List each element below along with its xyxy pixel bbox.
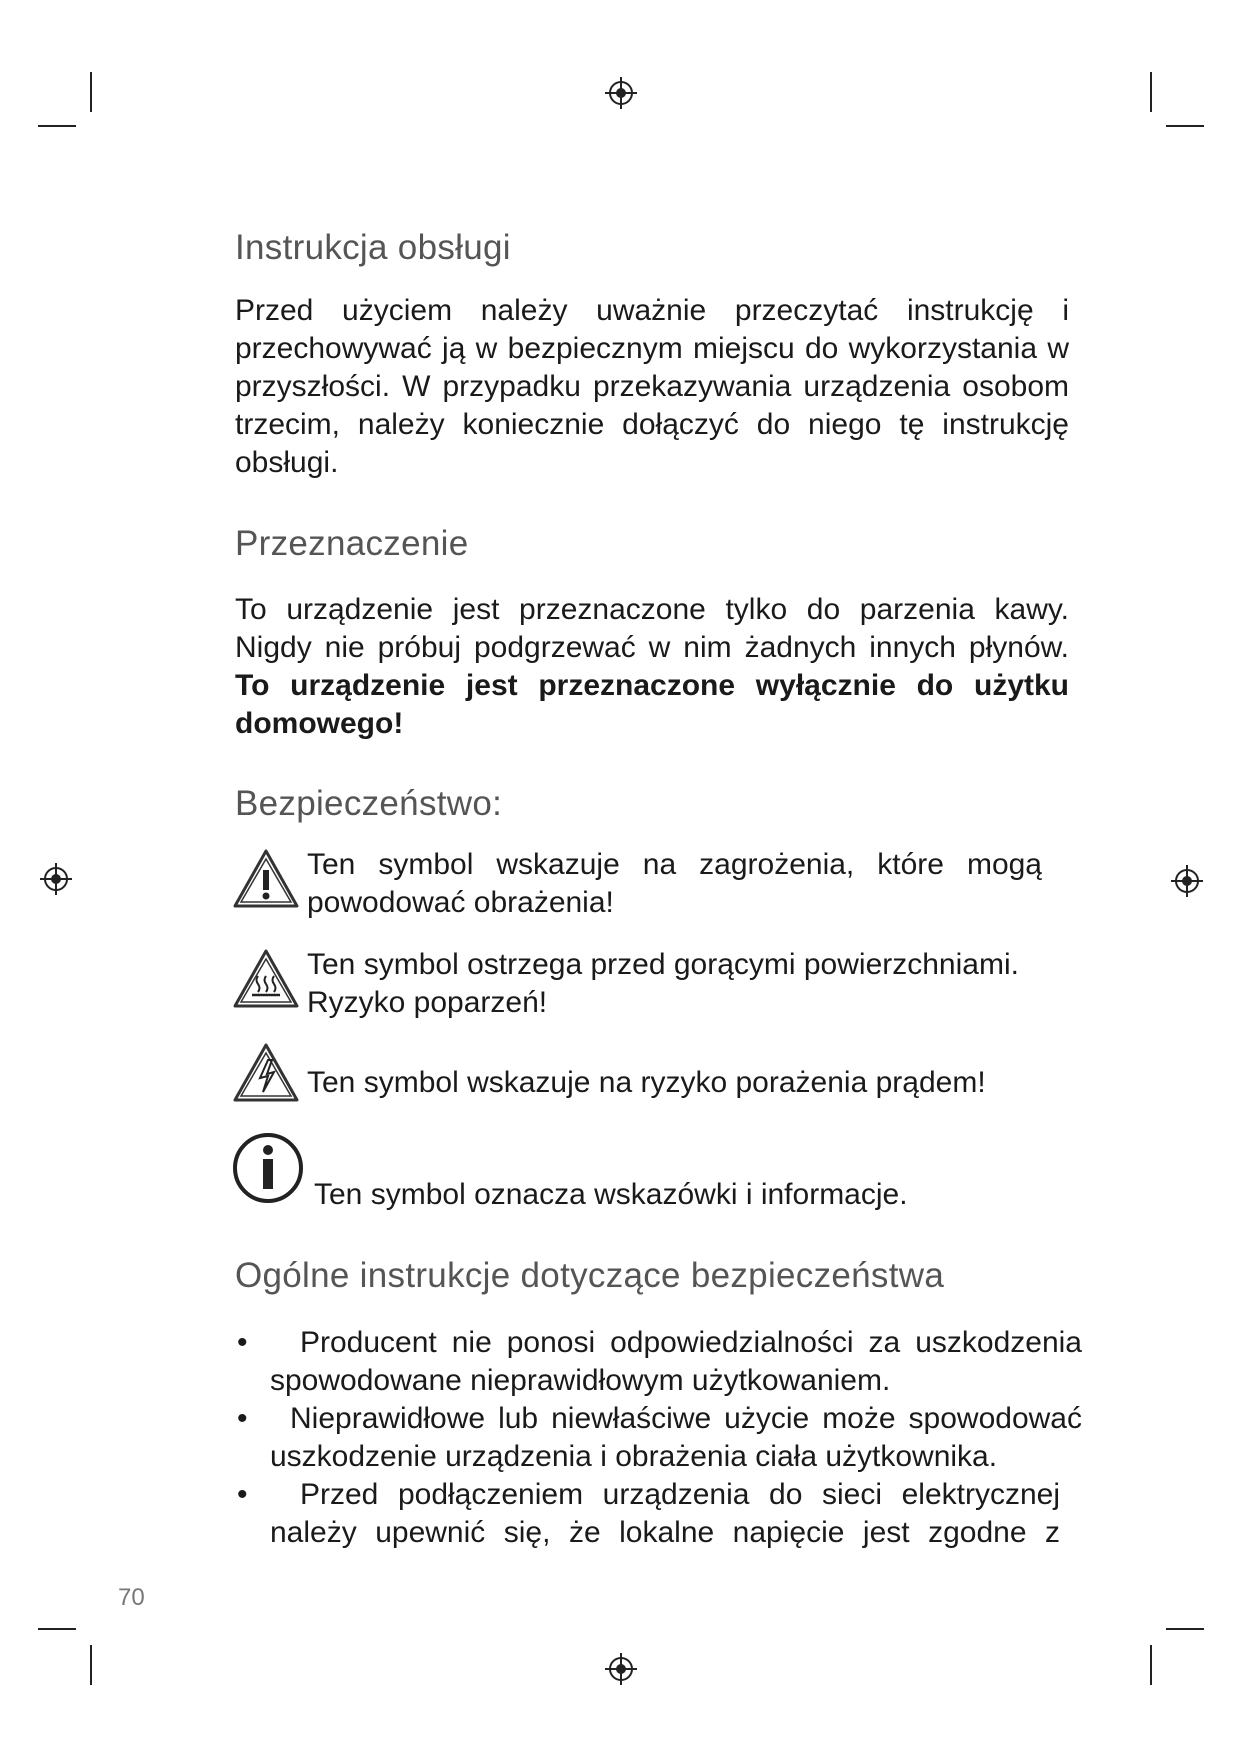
bullet-dot: • xyxy=(237,1478,248,1511)
purpose-paragraph: To urządzenie jest przeznaczone tylko do parzenia kawy. Nigdy nie próbuj podgrzewać w nim żadnych innych płynów. xyxy=(235,593,1069,664)
heading-safety: Bezpieczeństwo: xyxy=(235,784,503,823)
symbol-info-text: Ten symbol oznacza wskazówki i informacje. xyxy=(314,1178,908,1211)
manual-paragraph: Przed użyciem należy uważnie przeczytać instrukcję i przechowywać ją w bezpiecznym miejscu do wykorzystania w przyszłości. W przypadku przekazywania urządzenia osobom trzecim, należy koniecznie dołączyć do niego tę instrukcję obsługi. xyxy=(235,294,1069,479)
bullet-dot: • xyxy=(237,1402,248,1435)
symbol-hot-surface-text: Ten symbol ostrzega przed gorącymi powierzchniami. Ryzyko poparzeń! xyxy=(307,948,1019,1019)
symbol-warning-text: Ten symbol wskazuje na zagrożenia, które mogą powodować obrażenia! xyxy=(307,848,1042,919)
symbol-electric-text: Ten symbol wskazuje na ryzyko porażenia prądem! xyxy=(307,1066,986,1099)
crop-mark xyxy=(1150,1645,1152,1685)
registration-mark-icon xyxy=(39,862,73,896)
crop-mark xyxy=(90,1645,92,1685)
bullet-text: Producent nie ponosi odpowiedzialności za uszkodzenia spowodowane nieprawidłowym użytkowaniem. xyxy=(270,1326,1082,1397)
purpose-bold-note: To urządzenie jest przeznaczone wyłącznie do użytku domowego! xyxy=(235,669,1069,740)
list-item xyxy=(235,1324,1085,1400)
symbol-warning-row xyxy=(232,846,1052,926)
list-item xyxy=(235,1400,1085,1476)
bullet-text: Przed podłączeniem urządzenia do sieci elektrycznej należy upewnić się, że lokalne napięcie jest zgodne z xyxy=(270,1478,1060,1549)
electric-shock-icon xyxy=(232,1042,300,1104)
page-number: 70 xyxy=(118,1584,145,1611)
symbol-electric-row xyxy=(232,1040,1052,1120)
heading-purpose: Przeznaczenie xyxy=(235,524,469,563)
registration-mark-icon xyxy=(604,76,638,110)
crop-mark xyxy=(1150,72,1152,112)
registration-mark-icon xyxy=(1170,864,1204,898)
crop-mark xyxy=(38,1628,76,1630)
hot-surface-icon xyxy=(232,948,300,1010)
symbol-hot-surface-row xyxy=(232,946,1052,1026)
bullet-text: Nieprawidłowe lub niewłaściwe użycie może spowodować uszkodzenie urządzenia i obrażenia ciała użytkownika. xyxy=(270,1402,1082,1473)
registration-mark-icon xyxy=(604,1652,638,1686)
warning-icon xyxy=(232,848,300,910)
heading-manual: Instrukcja obsługi xyxy=(235,228,511,267)
crop-mark xyxy=(90,72,92,112)
info-icon xyxy=(232,1132,304,1204)
crop-mark xyxy=(1166,125,1204,127)
crop-mark xyxy=(1166,1628,1204,1630)
purpose-block xyxy=(235,591,1069,743)
symbol-info-row xyxy=(232,1130,1052,1220)
bullet-dot: • xyxy=(237,1326,248,1359)
crop-mark xyxy=(38,125,76,127)
list-item xyxy=(235,1476,1085,1552)
heading-general-safety: Ogólne instrukcje dotyczące bezpieczeństwa xyxy=(235,1256,945,1295)
